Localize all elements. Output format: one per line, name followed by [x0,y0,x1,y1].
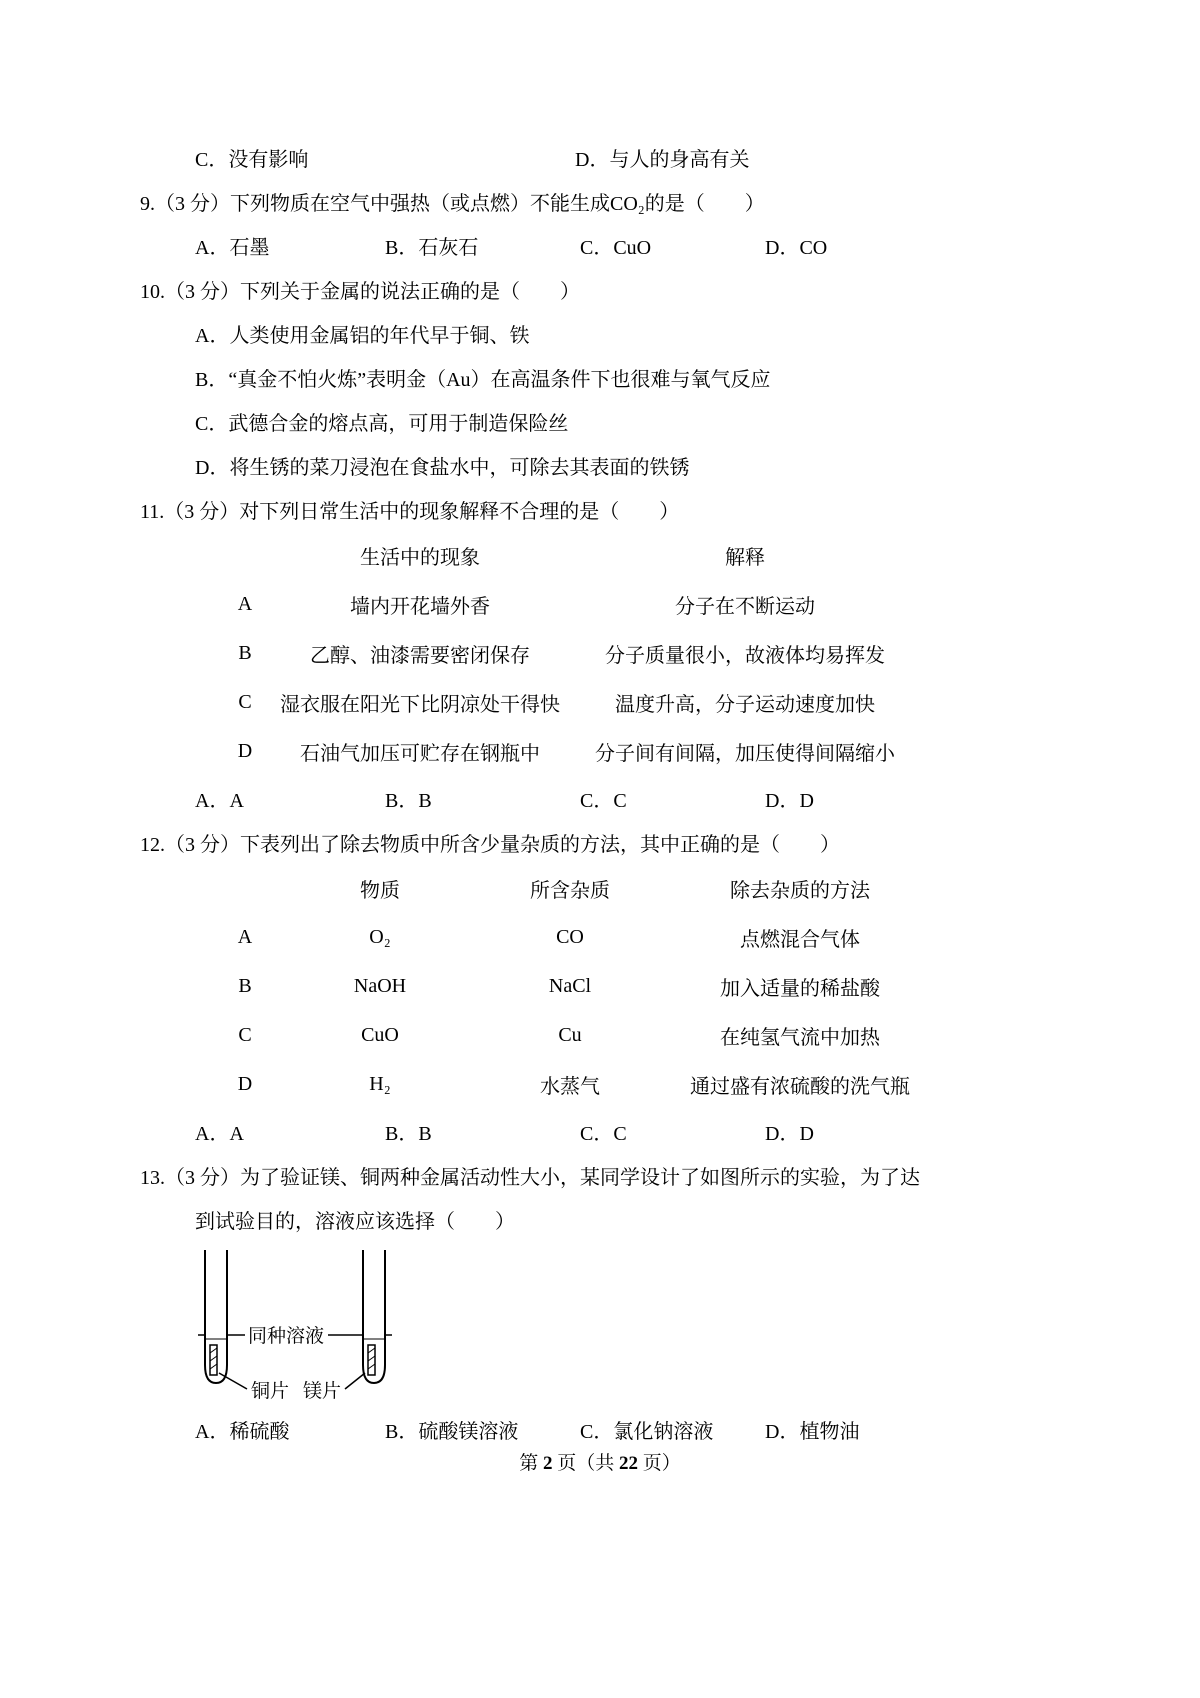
q13-stem-line2: 到试验目的，溶液应该选择（ ） [195,1210,515,1233]
left-test-tube [198,1250,234,1383]
q12-row-a-impurity: CO [556,926,584,948]
q8-option-d: D．与人的身高有关 [575,148,750,171]
q13-option-b: B．硫酸镁溶液 [385,1420,519,1443]
q11-stem: 11.（3 分）对下列日常生活中的现象解释不合理的是（ ） [140,500,680,523]
q11-row-d-explanation: 分子间有间隔，加压使得间隔缩小 [595,743,895,765]
q12-options-row [140,1109,1090,1153]
q9-options-row [140,223,1090,267]
q11-option-a: A．A [195,789,244,812]
footer-total-pages: 22 [619,1453,638,1474]
page-content [140,135,1090,1451]
question-12 [140,820,1090,1153]
q12-row-c-letter: C [238,1024,252,1046]
footer-prefix: 第 [519,1453,539,1474]
q10-option-a: A．人类使用金属铝的年代早于铜、铁 [195,324,530,347]
footer-middle: 页（共 [557,1453,615,1474]
q10-option-c: C．武德合金的熔点高，可用于制造保险丝 [195,412,569,435]
q10-option-d: D．将生锈的菜刀浸泡在食盐水中，可除去其表面的铁锈 [195,456,690,479]
q10-stem: 10.（3 分）下列关于金属的说法正确的是（ ） [140,280,580,303]
q11-option-d: D．D [765,789,814,812]
q9-option-b: B．石灰石 [385,236,479,259]
table-row [140,962,1090,1011]
q11-options-row [140,776,1090,820]
q13-options-row [140,1407,1090,1451]
q12-row-c-impurity: Cu [558,1024,582,1046]
q11-row-a-letter: A [237,593,253,615]
q11-row-a-phenomenon: 墙内开花墙外香 [350,596,490,618]
table-row [140,629,1090,678]
q11-row-b-phenomenon: 乙醇、油漆需要密闭保存 [310,645,530,667]
q11-row-b-letter: B [238,642,252,664]
page-footer [0,1448,1200,1475]
solution-label-text: 同种溶液 [248,1326,325,1347]
q11-header-phenomenon: 生活中的现象 [360,547,480,569]
q12-option-c: C．C [580,1122,627,1145]
q11-row-b-explanation: 分子质量很小，故液体均易挥发 [605,645,885,667]
q12-row-d-letter: D [237,1073,253,1095]
q12-row-d-method: 通过盛有浓硫酸的洗气瓶 [690,1076,910,1098]
test-tubes-figure-image [195,1247,445,1403]
q9-option-d: D．CO [765,236,828,259]
q12-stem: 12.（3 分）下表列出了除去物质中所含少量杂质的方法，其中正确的是（ ） [140,833,840,856]
q12-option-b: B．B [385,1122,432,1145]
q11-row-a-explanation: 分子在不断运动 [675,596,815,618]
q11-row-d-phenomenon: 石油气加压可贮存在钢瓶中 [300,743,540,765]
table-row [140,913,1090,962]
footer-page-number: 2 [542,1453,553,1474]
footer-suffix: 页） [642,1453,681,1474]
q11-row-c-phenomenon: 湿衣服在阳光下比阴凉处干得快 [280,694,560,716]
q12-row-a-method: 点燃混合气体 [740,929,860,951]
right-test-tube [356,1250,392,1383]
q13-stem-line1: 13.（3 分）为了验证镁、铜两种金属活动性大小，某同学设计了如图所示的实验，为了达 [140,1166,920,1189]
q12-row-b-method: 加入适量的稀盐酸 [720,978,880,1000]
table-row [140,580,1090,629]
q11-table [140,531,1090,776]
q13-option-a: A．稀硫酸 [195,1420,290,1443]
copper-strip-label [219,1373,289,1402]
q12-header-method: 除去杂质的方法 [730,880,870,902]
magnesium-strip-label [303,1373,365,1402]
table-row [140,1011,1090,1060]
q12-row-c-method: 在纯氢气流中加热 [720,1027,880,1049]
copper-label-text: 铜片 [251,1381,290,1402]
q12-table-header-row [140,864,1090,913]
q13-option-d: D．植物油 [765,1420,860,1443]
q8-option-c: C．没有影响 [195,148,309,171]
q12-row-a-letter: A [237,926,253,948]
table-row [140,1060,1090,1109]
q12-option-d: D．D [765,1122,814,1145]
table-row [140,678,1090,727]
q11-option-c: C．C [580,789,627,812]
q11-header-explanation: 解释 [725,547,765,569]
q9-option-a: A．石墨 [195,236,270,259]
q12-option-a: A．A [195,1122,244,1145]
question-9 [140,179,1090,267]
question-13 [140,1153,1090,1451]
q12-row-b-impurity: NaCl [548,975,592,997]
q11-row-c-explanation: 温度升高，分子运动速度加快 [615,694,875,716]
q13-option-c: C．氯化钠溶液 [580,1420,714,1443]
q11-row-d-letter: D [237,740,253,762]
q12-row-c-substance: CuO [361,1024,399,1046]
q9-option-c: C．CuO [580,236,652,259]
q12-row-a-substance: O₂ [369,926,391,948]
table-row [140,727,1090,776]
q12-row-b-letter: B [238,975,252,997]
q11-option-b: B．B [385,789,432,812]
q12-header-substance: 物质 [360,880,400,902]
q10-option-b: B．“真金不怕火炼”表明金（Au）在高温条件下也很难与氧气反应 [195,368,771,391]
q8-options-row [140,135,1090,179]
magnesium-label-text: 镁片 [303,1381,342,1402]
q11-row-c-letter: C [238,691,252,713]
q9-stem: 9.（3 分）下列物质在空气中强热（或点燃）不能生成CO₂的是（ ） [140,192,765,215]
q12-table [140,864,1090,1109]
q12-header-impurity: 所含杂质 [530,880,610,902]
q12-row-d-impurity: 水蒸气 [540,1076,600,1098]
solution-label [234,1325,356,1347]
q12-row-d-substance: H₂ [369,1073,391,1095]
question-11 [140,487,1090,820]
question-10 [140,267,1090,487]
q13-experiment-diagram [195,1247,1090,1403]
q12-row-b-substance: NaOH [353,975,407,997]
q11-table-header-row [140,531,1090,580]
